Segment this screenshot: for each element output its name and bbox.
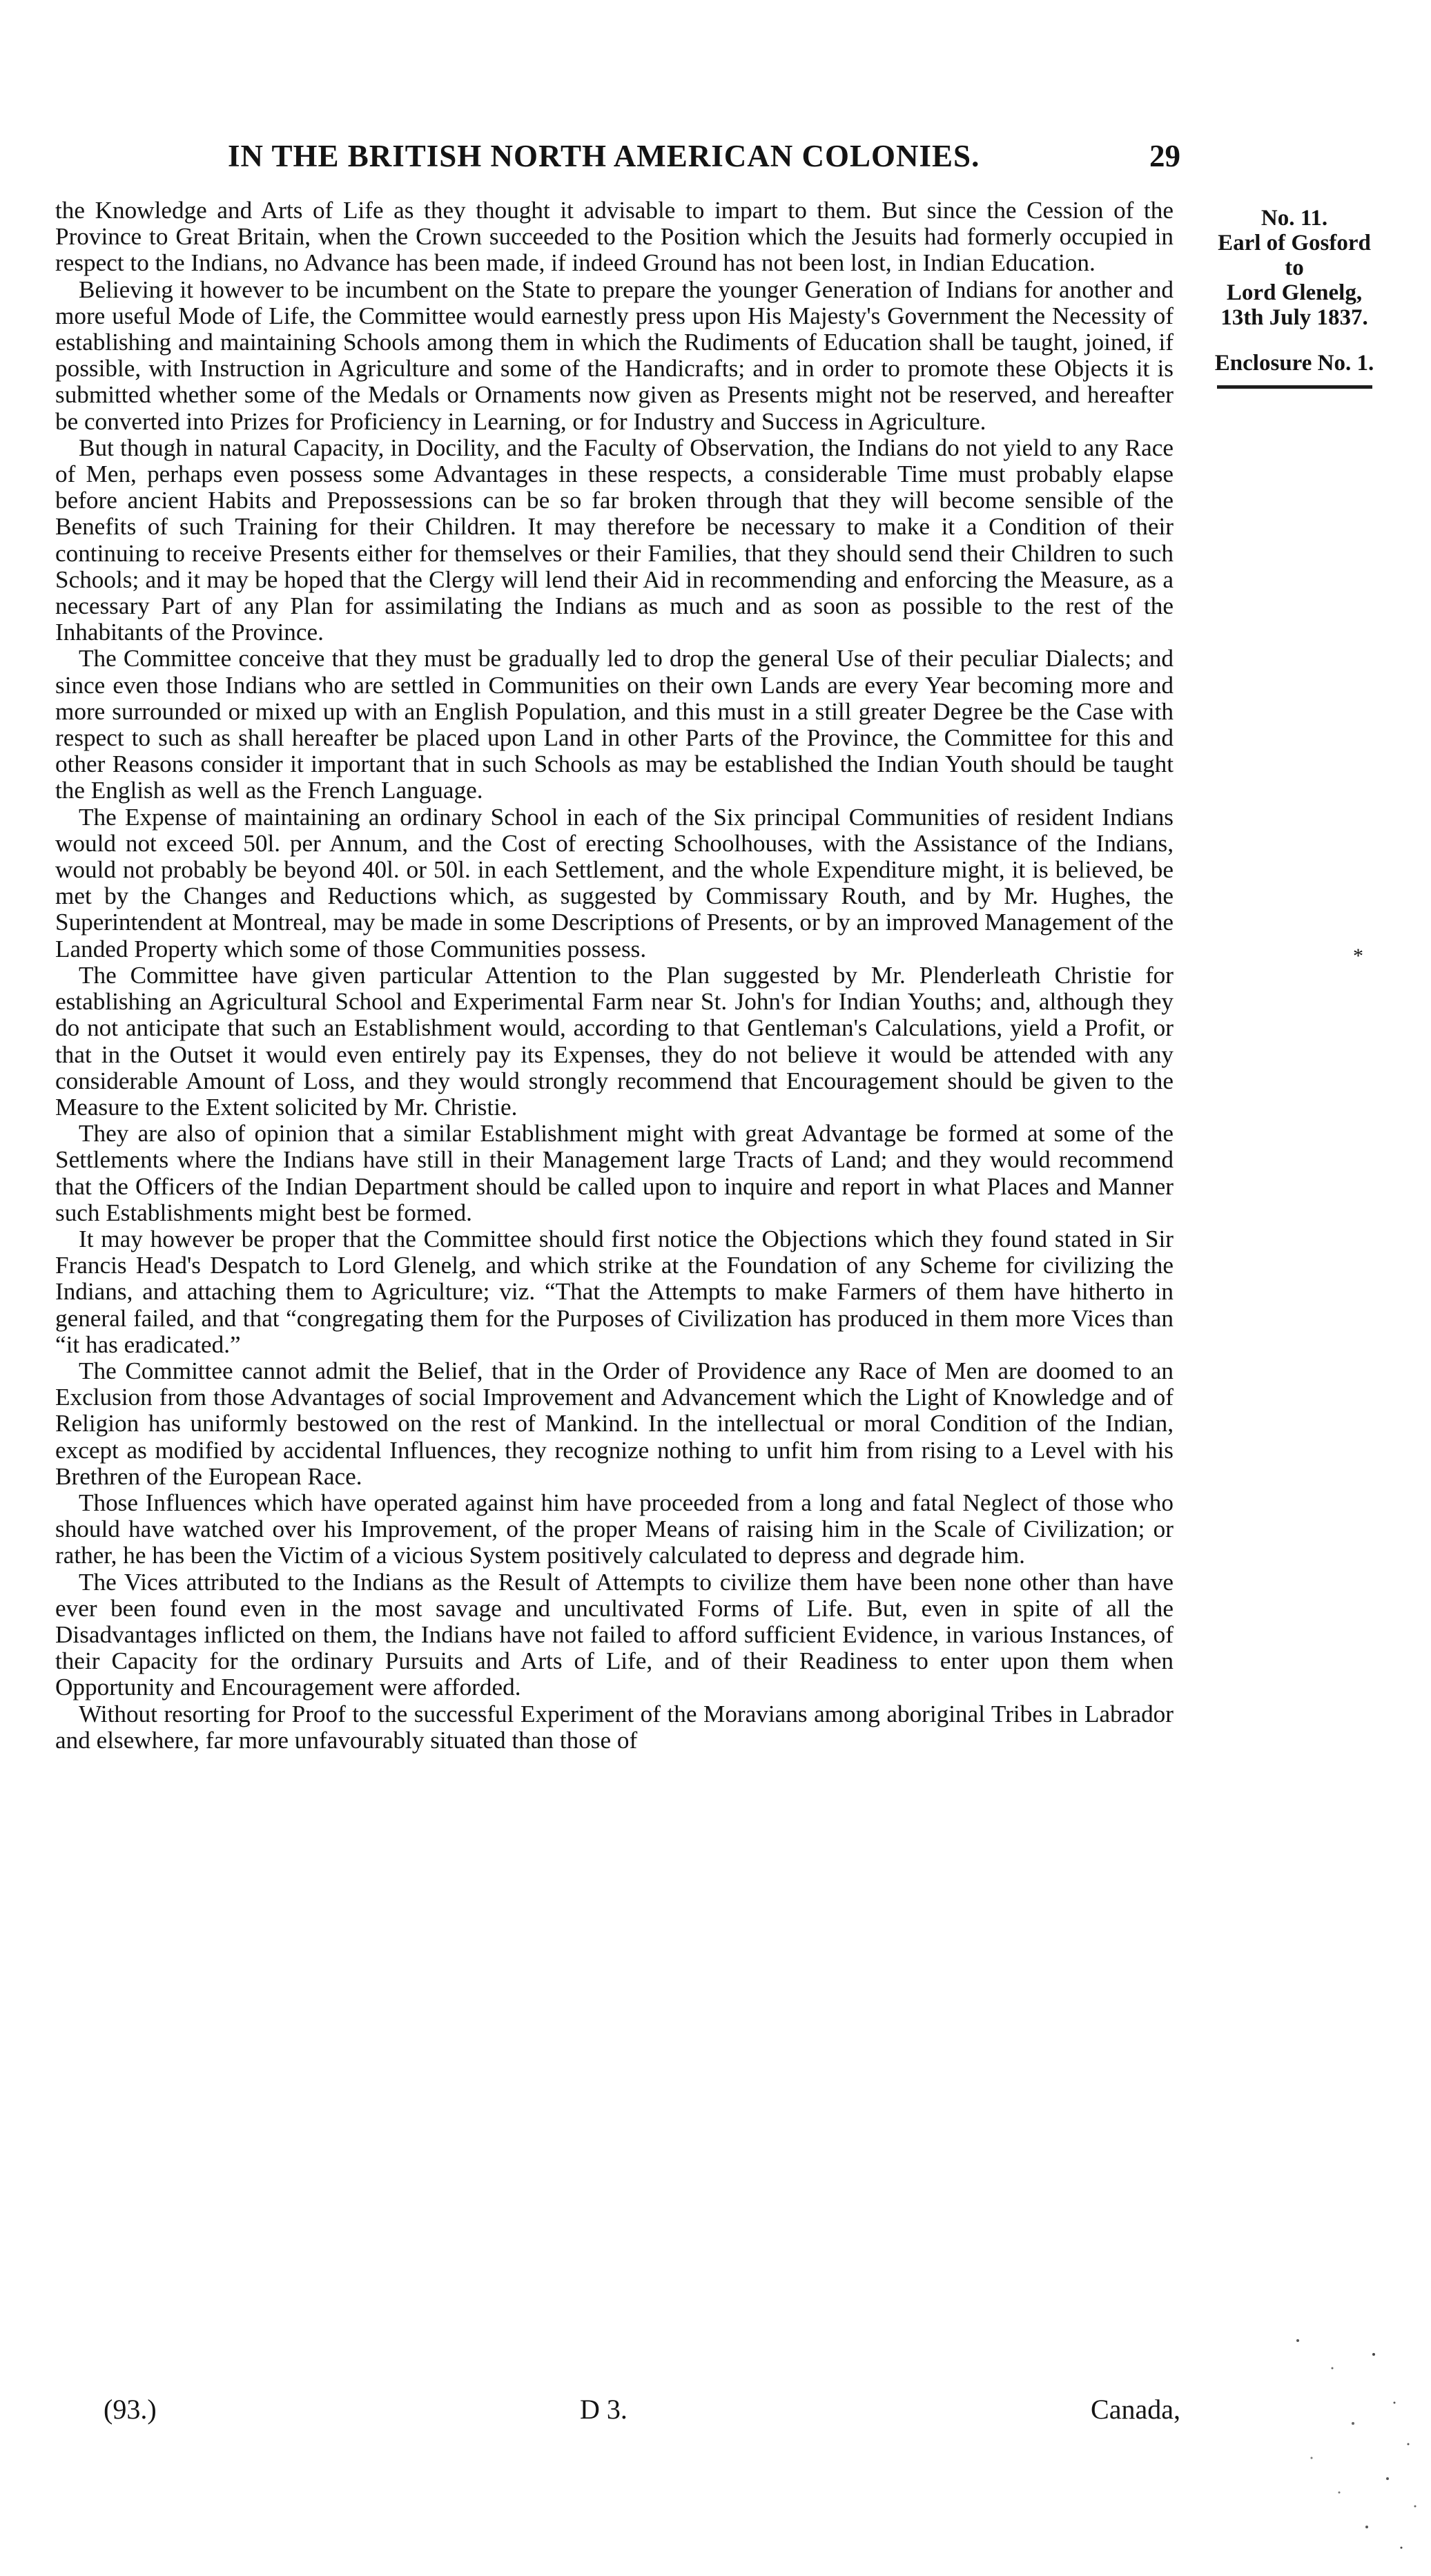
margin-rule [1217,385,1372,389]
paragraph: The Expense of maintaining an ordinary School in each of the Six principal Communities of resident Indians would not exceed 50l. per Annum, and the Cost of erecting Schoolhouses, with the Assistance of the Indians, would not probably be beyond 40l. or 50l. in each Settlement, and the whole Expenditure might, it is believed, be met by the Changes and Reductions which, as suggested by Commissary Routh, and by Mr. Hughes, the Superintendent at Montreal, may be made in some Descriptions of Presents, or by an improved Management of the Landed Property which some of those Communities possess. [55,803,1174,962]
paragraph: Believing it however to be incumbent on the State to prepare the younger Generation of Indians for another and more useful Mode of Life, the Committee would earnestly press upon His Majesty's Government the Necessity of establishing and maintaining Schools among them in which the Rudiments of Education shall be taught, joined, if possible, with Instruction in Agriculture and some of the Handicrafts; and in order to promote these Objects it is submitted whether some of the Medals or Ornaments now given as Presents might not be reserved, and hereafter be converted into Prizes for Proficiency in Learning, or for Industry and Success in Agriculture. [55,275,1174,435]
paragraph: The Committee cannot admit the Belief, that in the Order of Providence any Race of Men are doomed to an Exclusion from those Advantages of social Improvement and Advancement which the Light of Knowledge and of Religion has uniformly bestowed on the rest of Mankind. In the intellectual or moral Condition of the Indian, except as modified by accidental Influences, they recognize nothing to unfit him from rising to a Level with his Brethren of the European Race. [55,1357,1174,1490]
paragraph: It may however be proper that the Committee should first notice the Objections which they found stated in Sir Francis Head's Despatch to Lord Glenelg, and which strike at the Foundation of any Scheme for civilizing the Indians, and attaching them to Agriculture; viz. “That the Attempts to make Farmers of them have hitherto in general failed, and that “congregating them for the Purposes of Civilization has produced in them more Vices than “it has eradicated.” [55,1225,1174,1358]
paper-specks [1270,2320,1429,2575]
paragraph: Without resorting for Proof to the successful Experiment of the Moravians among aboriginal Tribes in Labrador and elsewhere, far more unfavourably situated than those of [55,1700,1174,1754]
running-head [221,138,1187,180]
margin-mark: * [1353,945,1363,967]
paragraph: The Committee conceive that they must be gradually led to drop the general Use of their peculiar Dialects; and since even those Indians who are settled in Communities on their own Lands are every Year becoming more and more surrounded or mixed up with an English Population, and this must in a still greater Degree be the Case with respect to such as shall hereafter be placed upon Land in other Parts of the Province, the Committee for this and other Reasons consider it important that in such Schools as may be established the Indian Youth should be taught the English as well as the French Language. [55,645,1174,804]
margin-note-date: 13th July 1837. [1220,305,1368,330]
body-text [55,197,1174,1754]
paragraph: the Knowledge and Arts of Life as they thought it advisable to impart to them. But since the Cession of the Province to Great Britain, when the Crown succeeded to the Position which the Jesuits had formerly occupied in respect to the Indians, no Advance has been made, if indeed Ground has not been lost, in Indian Education. [55,197,1174,277]
margin-note-enclosure: Enclosure No. 1. [1214,351,1374,376]
signature-mark: (93.) [104,2394,157,2425]
paragraph: But though in natural Capacity, in Docility, and the Faculty of Observation, the Indians do not yield to any Race of Men, perhaps even possess some Advantages in these respects, a considerable Time must probably elapse before ancient Habits and Prepossessions can be so far broken through that they will become sensible of the Benefits of such Training for their Children. It may therefore be necessary to make it a Condition of their continuing to receive Presents either for themselves or their Families, that they should send their Children to such Schools; and it may be hoped that the Clergy will lend their Aid in recommending and enforcing the Measure, as a necessary Part of any Plan for assimilating the Indians as much and as soon as possible to the rest of the Inhabitants of the Province. [55,434,1174,646]
margin-note-to: to [1285,255,1304,280]
catchword: Canada, [1091,2394,1180,2425]
signature-letter: D 3. [580,2394,627,2425]
margin-note-number: No. 11. [1260,206,1328,231]
paragraph: They are also of opinion that a similar Establishment might with great Advantage be formed at some of the Settlements where the Indians have still in their Management large Tracts of Land; and they would recommend that the Officers of the Indian Department should be called upon to inquire and report in what Places and Manner such Establishments might best be formed. [55,1120,1174,1226]
page-footer [104,2393,1180,2428]
paragraph: The Vices attributed to the Indians as the Result of Attempts to civilize them have been none other than have ever been found even in the most savage and uncultivated Forms of Life. But, even in spite of all the Disadvantages inflicted on them, the Indians have not failed to afford sufficient Evidence, in various Instances, of their Capacity for the ordinary Pursuits and Arts of Life, and of their Readiness to enter upon them when Opportunity and Encouragement were afforded. [55,1568,1174,1701]
paragraph: Those Influences which have operated against him have proceeded from a long and fatal Neglect of those who should have watched over his Improvement, of the proper Means of raising him in the Scale of Civilization; or rather, he has been the Victim of a vicious System positively calculated to depress and degrade him. [55,1489,1174,1569]
page-number: 29 [1149,139,1180,173]
margin-note-sender: Earl of Gosford [1218,231,1371,255]
margin-note [1194,206,1394,389]
margin-note-recipient: Lord Glenelg, [1226,280,1363,305]
running-title: IN THE BRITISH NORTH AMERICAN COLONIES. [228,139,980,173]
paragraph: The Committee have given particular Attention to the Plan suggested by Mr. Plenderleath Christie for establishing an Agricultural School and Experimental Farm near St. John's for Indian Youths; and, although they do not anticipate that such an Establishment would, according to that Gentleman's Calculations, yield a Profit, or that in the Outset it would even entirely pay its Expenses, they do not believe it would be attended with any considerable Amount of Loss, and they would strongly recommend that Encouragement should be given to the Measure to the Extent solicited by Mr. Christie. [55,961,1174,1121]
